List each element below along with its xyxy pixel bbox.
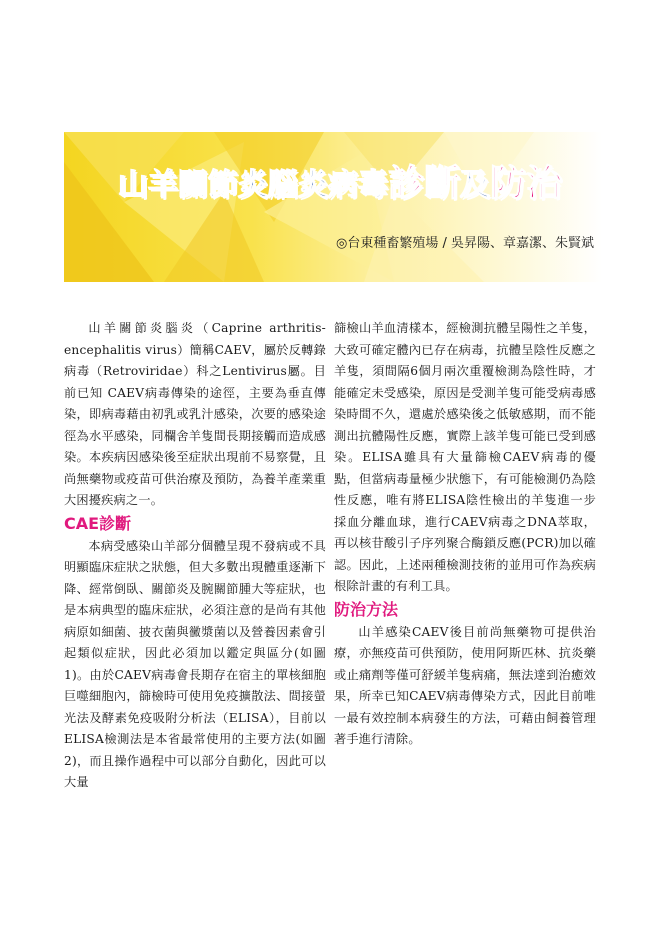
banner-crystal-pattern [64,132,602,282]
title-accent-prevention: 防治 [490,163,563,204]
author-line: ◎台東種畜繁殖場 / 吳昇陽、章嘉潔、朱賢斌 [336,236,594,251]
diagnosis-paragraph-right: 篩檢山羊血清樣本，經檢測抗體呈陽性之羊隻，大致可確定體內已存在病毒，抗體呈陰性反應之羊隻，須間隔6個月兩次重覆檢測為陰性時，才能確定未受感染，原因是受測羊隻可能受病毒感染時間不久，還處於感染後之低敏感期，而不能測出抗體陽性反應，實際上該羊隻可能已受到感染。ELISA雖具有大量篩檢CAEV病毒的優點，但當病毒量極少狀態下，有可能檢測仍為陰性反應，唯有將ELISA陰性檢出的羊隻進一步採血分離血球，進行CAEV病毒之DNA萃取，再以核苷酸引子序列聚合酶鎖反應(PCR)加以確認。因此，上述兩種檢測技術的並用可作為疾病根除計畫的有利工具。 [334,321,596,593]
prevention-paragraph: 山羊感染CAEV後目前尚無藥物可提供治療，亦無疫苗可供預防，使用阿斯匹林、抗炎藥或止痛劑等僅可舒緩羊隻病痛，無法達到治癒效果，所幸已知CAEV病毒傳染方式，因此目前唯一最有效控制本病發生的方法，可藉由飼養管理著手進行清除。 [334,624,596,746]
title-banner [64,132,602,282]
intro-paragraph: 山羊關節炎腦炎（Caprine arthritis-encephalitis virus）簡稱CAEV，屬於反轉錄病毒（Retroviridae）科之Lentivirus屬。目前已知 CAEV病毒傳染的途徑，主要為垂直傳染，即病毒藉由初乳或乳汁感染，次要的感染途徑為水平感染，同欄舍羊隻間長期接觸而造成感染。本疾病因感染後至症狀出現前不易察覺，且尚無藥物或疫苗可供治療及預防，為養羊產業重大困擾疾病之一。 [64,321,326,507]
section-heading-prevention: 防治方法 [334,599,399,619]
diagnosis-paragraph-left: 本病受感染山羊部分個體呈現不發病或不具明顯臨床症狀之狀態，但大多數出現體重逐漸下降、經常倒臥、關節炎及腕關節腫大等症狀，也是本病典型的臨床症狀，必須注意的是尚有其他病原如細菌、披衣菌與黴漿菌以及營養因素會引起類似症狀，因此必須加以鑑定與區分(如圖1)。由於CAEV病毒會長期存在宿主的單核細胞巨噬細胞內，篩檢時可使用免疫擴散法、間接螢光法及酵素免疫吸附分析法（ELISA），目前以ELISA檢測法是本省最常使用的主要方法(如圖2)，而且操作過程中可以部分自動化，因此可以大量 [64,538,326,789]
left-column [64,318,326,794]
title-connector: 及 [460,168,491,203]
page-title [118,162,562,206]
title-main: 山羊關節炎腦炎病毒 [118,168,388,203]
title-accent-diagnosis: 診斷 [388,163,461,204]
section-heading-diagnosis: CAE診斷 [64,513,132,533]
right-column [334,318,596,751]
